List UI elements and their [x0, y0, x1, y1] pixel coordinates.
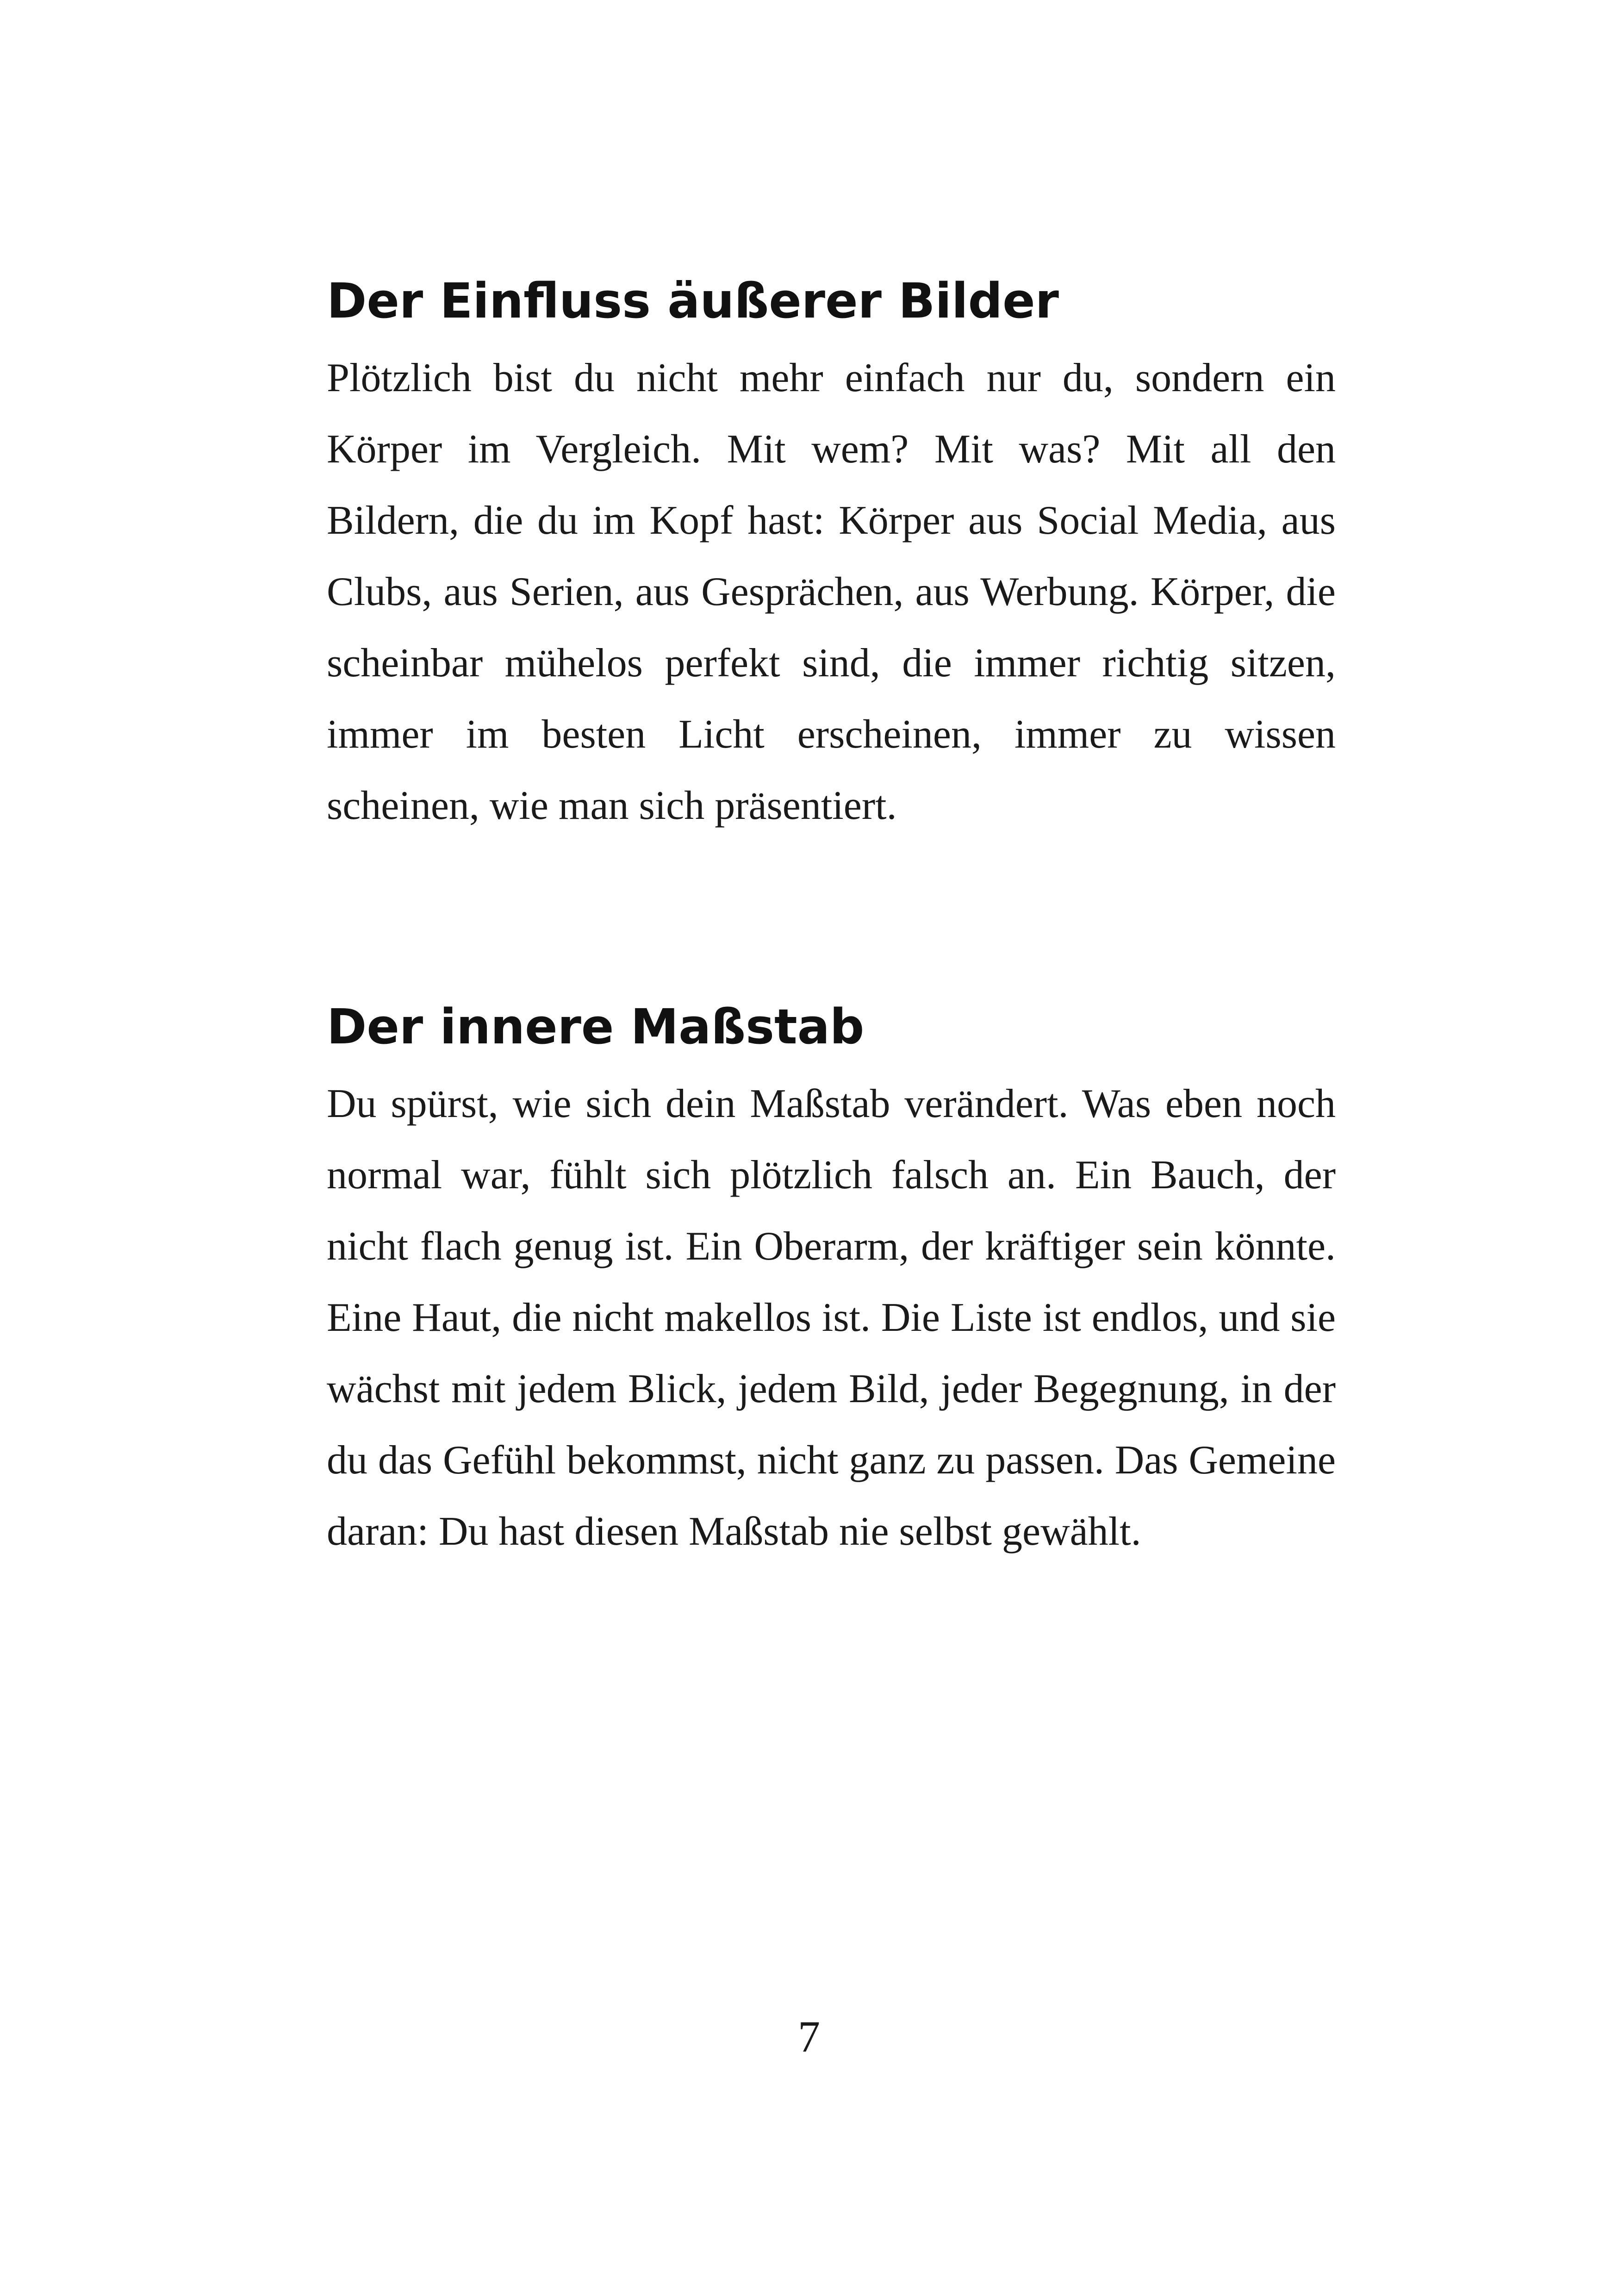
section-heading: Der Einfluss äußerer Bilder — [327, 273, 1059, 329]
section-paragraph: Du spürst, wie sich dein Maßstab verändert. Was eben noch normal war, fühlt sich plötzlich falsch an. Ein Bauch, der nicht flach genug ist. Ein Oberarm, der kräftiger sein könnte. Eine Haut, die nicht makellos ist. Die Liste ist endlos, und sie wächst mit jedem Blick, jedem Bild, jeder Begegnung, in der du das Gefühl bekommst, nicht ganz zu passen. Das Gemeine daran: Du hast diesen Maßstab nie selbst gewählt. — [327, 1081, 1336, 1554]
section-einfluss-aeusserer-bilder — [327, 259, 1336, 842]
section-paragraph: Plötzlich bist du nicht mehr einfach nur du, sondern ein Körper im Vergleich. Mit wem? Mit was? Mit all den Bildern, die du im Kopf hast: Körper aus Social Media, aus Clubs, aus Serien, aus Gesprächen, aus Werbung. Körper, die scheinbar mühelos perfekt sind, die immer richtig sitzen, immer im besten Licht erscheinen, immer zu wissen scheinen, wie man sich präsentiert. — [327, 356, 1336, 828]
section-heading: Der innere Maßstab — [327, 998, 865, 1055]
page-number: 7 — [798, 2012, 820, 2061]
section-innerer-massstab — [327, 985, 1336, 1567]
